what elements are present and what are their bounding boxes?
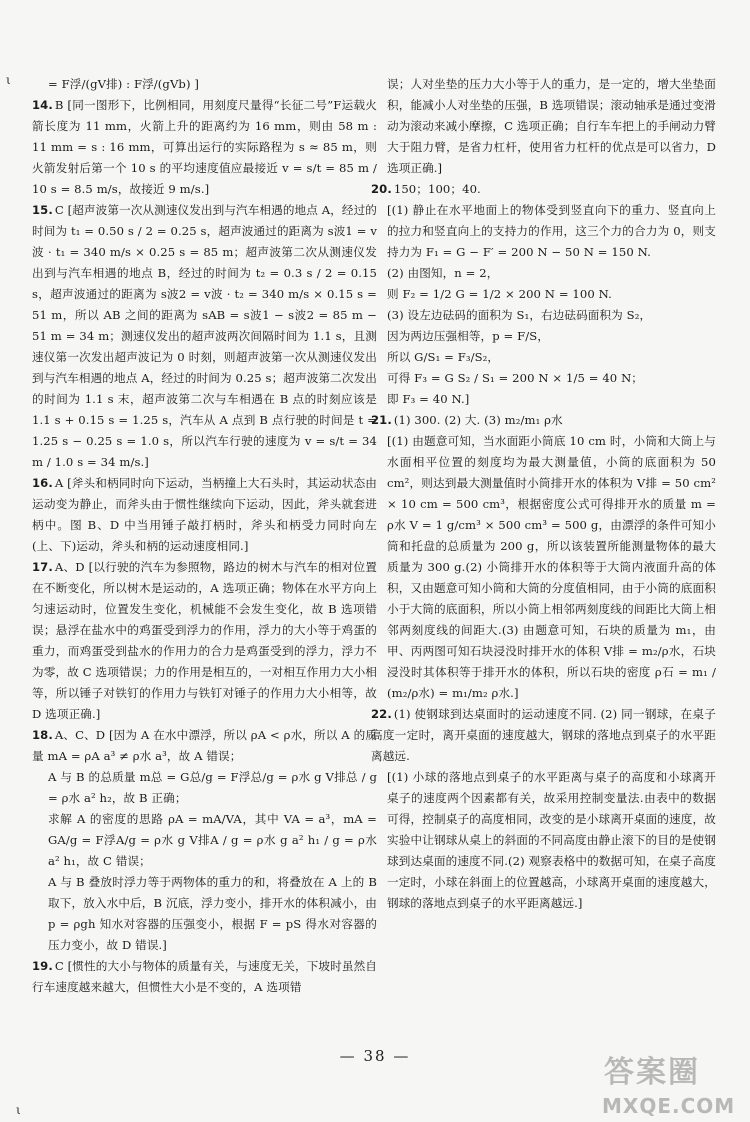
answer-item	[32, 725, 377, 767]
answer-text: 即 F₃ = 40 N.]	[387, 392, 470, 406]
answer-text: 可得 F₃ = G S₂ / S₁ = 200 N × 1/5 = 40 N；	[387, 371, 644, 385]
answer-paragraph	[371, 305, 716, 326]
answer-text: C [惯性的大小与物体的质量有关，与速度无关，下坡时虽然自行车速度越来越大，但惯性大小是不变的，A 选项错	[32, 959, 377, 994]
answer-text: [(1) 由题意可知，当水面距小筒底 10 cm 时，小筒和大筒上与水面相平位置的刻度均为最大测量值，小筒的底面积为 50 cm²，则达到最大测量值时小筒排开水的体积为 V排 = 50 cm² × 10 cm = 500 cm³，根据密度公式可得排开水的质量 m = ρ水 V = 1 g/cm³ × 500 cm³ = 500 g，由漂浮的条件可知小筒和托盘的总质量为 200 g，所以该装置所能测量物体的最大质量为 300 g.(2) 小筒排开水的体积等于大筒内液面升高的体积，又由题意可知小筒和大筒的分度值相同，由于小筒的底面积小于大筒的底面积，所以小筒上相邻两刻度线的间距比大筒上相邻两刻度线的间距大.(3) 由题意可知，石块的质量为 m₁，由甲、丙两图可知石块浸没时排开水的体积 V排 = m₂/ρ水，石块浸没时其体积等于排开水的体积，所以石块的密度 ρ石 = m₁ / (m₂/ρ水) = m₁/m₂ ρ水.]	[387, 434, 716, 700]
question-number: 17.	[32, 560, 53, 574]
answer-text: A 与 B 的总质量 m总 = G总/g = F浮总/g = ρ水 g V排总 / g = ρ水 a² h₂，故 B 正确；	[48, 770, 377, 805]
answer-text: (2) 由图知，n = 2，	[387, 266, 499, 280]
answer-item	[32, 956, 377, 998]
answer-text: (1) 使钢球到达桌面时的运动速度不同. (2) 同一钢球，在桌子高度一定时，离开桌面的速度越大，钢球的落地点到桌子的水平距离越远.	[371, 707, 716, 763]
page-number-value: 38	[363, 1047, 387, 1065]
answer-paragraph	[371, 431, 716, 704]
question-number: 20.	[371, 182, 392, 196]
answer-text: (1) 300. (2) 大. (3) m₂/m₁ ρ水	[393, 413, 563, 427]
answer-text: 因为两边压强相等，p = F/S，	[387, 329, 550, 343]
answer-text: [(1) 小球的落地点到桌子的水平距离与桌子的高度和小球离开桌子的速度两个因素都有关，故采用控制变量法.由表中的数据可得，控制桌子的高度相同，改变的是小球离开桌面的速度，故实验中让钢球从桌上的斜面的不同高度由静止滚下的目的是使钢球到达桌面的速度不同.(2) 观察表格中的数据可知，在桌子高度一定时，小球在斜面上的位置越高，小球离开桌面的速度越大，钢球的落地点到桌子的水平距离越远.]	[387, 770, 716, 910]
watermark-logo	[596, 1055, 744, 1120]
answer-text: A、C、D [因为 A 在水中漂浮，所以 ρA < ρ水，所以 A 的质量 mA = ρA a³ ≠ ρ水 a³，故 A 错误；	[32, 728, 377, 763]
answer-text: 则 F₂ = 1/2 G = 1/2 × 200 N = 100 N.	[387, 287, 612, 301]
answer-text: (3) 设左边砝码的面积为 S₁，右边砝码面积为 S₂，	[387, 308, 652, 322]
answer-item	[371, 704, 716, 767]
answer-text: 误；人对坐垫的压力大小等于人的重力，是一定的，增大坐垫面积，能减小人对坐垫的压强，B 选项错误；滚动轴承是通过变滑动为滚动来减小摩擦，C 选项正确；自行车车把上的手闸动力臂大于阻力臂，是省力杠杆，使用省力杠杆的优点是可以省力，D 选项正确.]	[387, 77, 716, 175]
answer-paragraph	[371, 200, 716, 263]
answer-paragraph	[371, 767, 716, 914]
question-number: 22.	[371, 707, 392, 721]
answer-text: 所以 G/S₁ = F₃/S₂，	[387, 350, 500, 364]
margin-mark-bottom: ι	[16, 1103, 21, 1117]
question-number: 21.	[371, 413, 392, 427]
question-number: 18.	[32, 728, 53, 742]
answer-text: 150；100；40.	[393, 182, 481, 196]
answer-item	[32, 473, 377, 557]
answer-text: [(1) 静止在水平地面上的物体受到竖直向下的重力、竖直向上的拉力和竖直向上的支持力的作用，这三个力的合力为 0，则支持力为 F₁ = G − F′ = 200 N − 50 N = 150 N.	[387, 203, 716, 259]
answer-text: B [同一图形下，比例相同，用刻度尺量得“长征二号”F运载火箭长度为 11 mm，火箭上升的距离约为 16 mm，则由 58 m : 11 mm = s : 16 mm，可算出运行的实际路程为 s ≈ 85 m，则火箭发射后第一个 10 s 的平均速度值应最接近 v = s/t = 85 m / 10 s = 8.5 m/s，故接近 9 m/s.]	[32, 98, 377, 196]
answer-paragraph	[32, 767, 377, 809]
answer-text: A、D [以行驶的汽车为参照物，路边的树木与汽车的相对位置在不断变化，所以树木是运动的，A 选项正确；物体在水平方向上匀速运动时，位置发生变化，机械能不会发生变化，故 B 选项错误；悬浮在盐水中的鸡蛋受到浮力的作用，浮力的大小等于鸡蛋的重力，而鸡蛋受到盐水的作用力的合力是鸡蛋受到的浮力，浮力不为零，故 C 选项错误；力的作用是相互的，一对相互作用力大小相等，所以锤子对铁钉的作用力与铁钉对锤子的作用力大小相等，故 D 选项正确.]	[32, 560, 377, 721]
answer-paragraph	[32, 74, 377, 95]
answer-paragraph	[371, 284, 716, 305]
answer-paragraph	[371, 326, 716, 347]
answer-text: 求解 A 的密度的思路 ρA = mA/VA，其中 VA = a³，mA = GA/g = F浮A/g = ρ水 g V排A / g = ρ水 g a² h₁ / g = ρ水 a² h₁，故 C 错误；	[48, 812, 377, 868]
answer-paragraph	[371, 389, 716, 410]
answer-item	[32, 200, 377, 473]
answer-paragraph	[371, 74, 716, 179]
answer-item	[371, 179, 716, 200]
right-column	[371, 74, 716, 914]
answer-text: A [斧头和柄同时向下运动，当柄撞上大石头时，其运动状态由运动变为静止，而斧头由于惯性继续向下运动，因此，斧头就套进柄中。图 B、D 中当用锤子敲打柄时，斧头和柄受力同时向左(上、下)运动，斧头和柄的运动速度相同.]	[32, 476, 377, 553]
answer-text: A 与 B 叠放时浮力等于两物体的重力的和，将叠放在 A 上的 B 取下，放入水中后，B 沉底，浮力变小，排开水的体积减小，由 p = ρgh 知水对容器的压强变小，根据 F = pS 得水对容器的压力变小，故 D 错误.]	[48, 875, 377, 952]
watermark-title: 答案圈	[604, 1055, 700, 1090]
answer-text: C [超声波第一次从测速仪发出到与汽车相遇的地点 A，经过的时间为 t₁ = 0.50 s / 2 = 0.25 s，超声波通过的距离为 s波1 = v波 · t₁ = 340 m/s × 0.25 s = 85 m；超声波第二次从测速仪发出到与汽车相遇的地点 B，经过的时间为 t₂ = 0.3 s / 2 = 0.15 s，超声波通过的距离为 s波2 = v波 · t₂ = 340 m/s × 0.15 s = 51 m，所以 AB 之间的距离为 sAB = s波1 − s波2 = 85 m − 51 m = 34 m；测速仪发出的超声波两次间隔时间为 1.1 s，且测速仪第一次发出超声波记为 0 时刻，则超声波第一次从测速仪发出到与汽车相遇的地点 A，经过的时间为 0.25 s；超声波第二次发出的时间为 1.1 s 末，超声波第二次与车相遇在 B 点的时刻应该是 1.1 s + 0.15 s = 1.25 s，汽车从 A 点到 B 点行驶的时间是 t = 1.25 s − 0.25 s = 1.0 s，所以汽车行驶的速度为 v = s/t = 34 m / 1.0 s = 34 m/s.]	[32, 203, 377, 469]
question-number: 15.	[32, 203, 53, 217]
answer-item	[371, 410, 716, 431]
answer-paragraph	[32, 872, 377, 956]
question-number: 16.	[32, 476, 53, 490]
left-column	[32, 74, 377, 998]
answer-paragraph	[371, 347, 716, 368]
answer-paragraph	[371, 263, 716, 284]
watermark-url: MXQE.COM	[602, 1094, 736, 1118]
answer-text: = F浮/(gV排) : F浮/(gVb) ]	[48, 77, 199, 91]
answer-paragraph	[32, 809, 377, 872]
answer-item	[32, 95, 377, 200]
page-number: — 38 —	[339, 1047, 411, 1065]
margin-mark-top: ι	[6, 73, 11, 87]
question-number: 19.	[32, 959, 53, 973]
answer-paragraph	[371, 368, 716, 389]
question-number: 14.	[32, 98, 53, 112]
answer-item	[32, 557, 377, 725]
